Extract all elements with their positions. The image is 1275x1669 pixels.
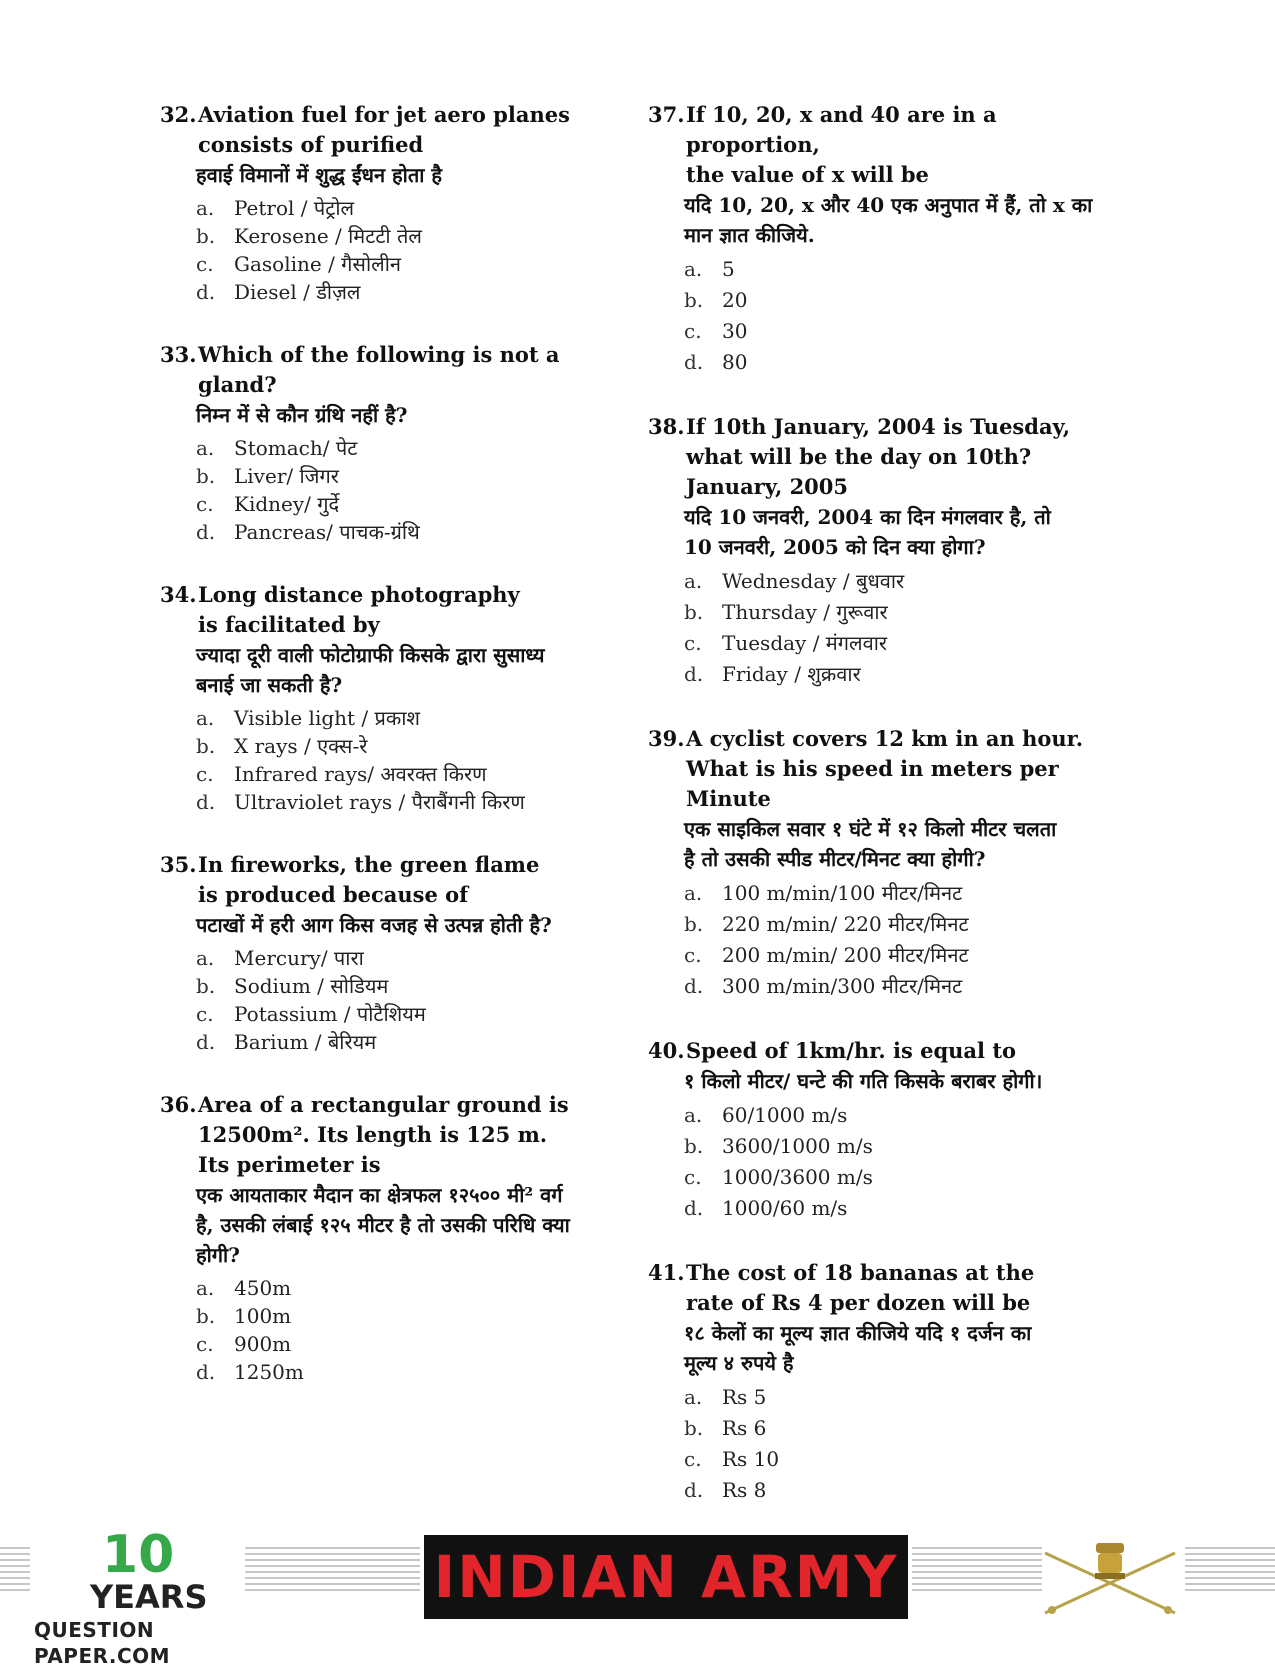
option-text: Rs 8 (722, 1478, 767, 1502)
option-item (196, 222, 630, 250)
option-letter: a. (196, 706, 215, 730)
option-item (196, 944, 630, 972)
option-text: 80 (722, 350, 748, 374)
question-hindi: १ किलो मीटर/ घन्टे की गति किसके बराबर होगी। (684, 1069, 1043, 1093)
option-text: Liver/ जिगर (234, 464, 339, 488)
option-letter: c. (684, 631, 702, 655)
option-item (684, 316, 1118, 347)
option-item (196, 972, 630, 1000)
option-letter: a. (684, 569, 703, 593)
left-column (160, 100, 630, 1420)
option-text: Sodium / सोडियम (234, 974, 389, 998)
question-34 (160, 580, 630, 816)
option-text: 1000/60 m/s (722, 1196, 848, 1220)
options-list (196, 194, 630, 306)
option-text: Pancreas/ पाचक-ग्रंथि (234, 520, 420, 544)
question-number: 37. (648, 102, 685, 127)
option-text: 300 m/min/300 मीटर/मिनट (722, 974, 963, 998)
option-letter: b. (684, 600, 704, 624)
option-item (196, 1028, 630, 1056)
option-item (684, 878, 1118, 909)
question-number: 32. (160, 102, 197, 127)
question-hindi: ज्यादा दूरी वाली फोटोग्राफी किसके द्वारा सुसाध्य बनाई जा सकती है? (196, 643, 545, 697)
option-item (196, 704, 630, 732)
right-column (648, 100, 1118, 1540)
question-number: 35. (160, 852, 197, 877)
option-item (196, 1330, 630, 1358)
option-item (684, 1193, 1118, 1224)
footer-stripes-right (1185, 1547, 1275, 1591)
option-text: Diesel / डीज़ल (234, 280, 361, 304)
option-text: 200 m/min/ 200 मीटर/मिनट (722, 943, 969, 967)
option-text: Mercury/ पारा (234, 946, 364, 970)
option-item (684, 628, 1118, 659)
option-text: Ultraviolet rays / पैराबैंगनी किरण (234, 790, 525, 814)
army-emblem-crossed-swords-icon (1040, 1535, 1180, 1625)
question-english (648, 724, 1118, 814)
option-item (684, 285, 1118, 316)
option-letter: c. (196, 1332, 214, 1356)
option-letter: b. (684, 1416, 704, 1440)
option-letter: c. (684, 1447, 702, 1471)
option-letter: b. (684, 912, 704, 936)
option-letter: b. (196, 974, 216, 998)
question-hindi: एक साइकिल सवार १ घंटे में १२ किलो मीटर चलता है तो उसकी स्पीड मीटर/मिनट क्या होगी? (684, 817, 1057, 871)
option-item (684, 971, 1118, 1002)
question-text: Long distance photography is facilitated by (198, 582, 520, 637)
option-text: Rs 6 (722, 1416, 767, 1440)
option-item (196, 1274, 630, 1302)
question-text: The cost of 18 bananas at the rate of Rs 4 per dozen will be (686, 1260, 1035, 1315)
question-hindi: १८ केलों का मूल्य ज्ञात कीजिये यदि १ दर्जन का मूल्य ४ रुपये है (684, 1321, 1032, 1375)
option-letter: c. (196, 762, 214, 786)
question-number: 33. (160, 342, 197, 367)
option-text: Visible light / प्रकाश (234, 706, 421, 730)
option-item (684, 566, 1118, 597)
option-letter: d. (196, 520, 216, 544)
question-text: If 10, 20, x and 40 are in a proportion, the value of x will be (686, 102, 997, 187)
option-item (684, 1382, 1118, 1413)
option-item (684, 1413, 1118, 1444)
option-item (196, 250, 630, 278)
question-32 (160, 100, 630, 306)
option-item (684, 1131, 1118, 1162)
option-item (196, 490, 630, 518)
footer-stripes-mid-left (245, 1547, 420, 1591)
options-list (684, 878, 1118, 1002)
indian-army-banner (424, 1535, 908, 1619)
question-number: 36. (160, 1092, 197, 1117)
banner-title: INDIAN ARMY (433, 1543, 899, 1611)
option-item (684, 1444, 1118, 1475)
option-item (196, 434, 630, 462)
options-list (684, 254, 1118, 378)
question-hindi: यदि 10 जनवरी, 2004 का दिन मंगलवार है, तो 10 जनवरी, 2005 को दिन क्या होगा? (684, 505, 1051, 559)
option-item (196, 278, 630, 306)
option-letter: a. (196, 436, 215, 460)
option-letter: c. (196, 492, 214, 516)
option-letter: d. (196, 280, 216, 304)
option-text: X rays / एक्स-रे (234, 734, 368, 758)
option-text: 100m (234, 1304, 292, 1328)
question-english (160, 100, 630, 160)
option-item (684, 909, 1118, 940)
option-text: Tuesday / मंगलवार (722, 631, 888, 655)
question-hindi: पटाखों में हरी आग किस वजह से उत्पन्न होती है? (196, 913, 552, 937)
option-item (196, 760, 630, 788)
option-letter: d. (684, 1478, 704, 1502)
option-text: 30 (722, 319, 748, 343)
question-text: Speed of 1km/hr. is equal to (686, 1038, 1017, 1063)
option-letter: b. (196, 464, 216, 488)
option-letter: c. (684, 943, 702, 967)
option-item (684, 659, 1118, 690)
option-text: 1000/3600 m/s (722, 1165, 873, 1189)
option-text: Wednesday / बुधवार (722, 569, 905, 593)
question-english (160, 1090, 630, 1180)
option-letter: a. (684, 257, 703, 281)
option-letter: a. (684, 881, 703, 905)
option-letter: d. (684, 974, 704, 998)
question-number: 41. (648, 1260, 685, 1285)
logo-number: 10 (102, 1525, 175, 1585)
option-item (196, 788, 630, 816)
question-english (160, 340, 630, 400)
question-hindi: निम्न में से कौन ग्रंथि नहीं है? (196, 403, 408, 427)
question-hindi: हवाई विमानों में शुद्ध ईंधन होता है (196, 163, 442, 187)
question-text: If 10th January, 2004 is Tuesday, what will be the day on 10th? January, 2005 (686, 414, 1071, 499)
option-item (684, 1100, 1118, 1131)
question-hindi: एक आयताकार मैदान का क्षेत्रफल १२५०० मी² वर्ग है, उसकी लंबाई १२५ मीटर है तो उसकी परिधि क्या होगी? (196, 1183, 570, 1267)
question-hindi: यदि 10, 20, x और 40 एक अनुपात में हैं, तो x का मान ज्ञात कीजिये. (684, 193, 1093, 247)
options-list (684, 1100, 1118, 1224)
option-text: 5 (722, 257, 735, 281)
option-letter: c. (684, 1165, 702, 1189)
question-english (648, 1036, 1118, 1066)
option-letter: d. (684, 1196, 704, 1220)
option-item (684, 254, 1118, 285)
option-text: Gasoline / गैसोलीन (234, 252, 401, 276)
option-letter: c. (196, 1002, 214, 1026)
option-item (196, 194, 630, 222)
option-item (196, 732, 630, 760)
options-list (684, 566, 1118, 690)
footer-stripes-mid-right (912, 1547, 1042, 1591)
option-text: 900m (234, 1332, 292, 1356)
option-item (196, 518, 630, 546)
question-text: A cyclist covers 12 km in an hour. What is his speed in meters per Minute (686, 726, 1084, 811)
option-text: 220 m/min/ 220 मीटर/मिनट (722, 912, 969, 936)
option-text: Friday / शुक्रवार (722, 662, 861, 686)
option-item (196, 1000, 630, 1028)
option-text: 1250m (234, 1360, 304, 1384)
ten-years-logo (30, 1525, 250, 1668)
option-text: 450m (234, 1276, 292, 1300)
question-35 (160, 850, 630, 1056)
option-text: Petrol / पेट्रोल (234, 196, 355, 220)
question-38 (648, 412, 1118, 690)
option-text: 100 m/min/100 मीटर/मिनट (722, 881, 963, 905)
option-item (196, 462, 630, 490)
option-text: 3600/1000 m/s (722, 1134, 873, 1158)
options-list (684, 1382, 1118, 1506)
options-list (196, 434, 630, 546)
option-item (684, 347, 1118, 378)
option-letter: a. (684, 1103, 703, 1127)
option-letter: d. (196, 1360, 216, 1384)
option-item (196, 1302, 630, 1330)
option-text: 60/1000 m/s (722, 1103, 848, 1127)
question-english (648, 100, 1118, 190)
options-list (196, 1274, 630, 1386)
page-footer (0, 1525, 1275, 1668)
option-text: Infrared rays/ अवरक्त किरण (234, 762, 487, 786)
option-letter: a. (196, 946, 215, 970)
option-item (196, 1358, 630, 1386)
option-letter: a. (684, 1385, 703, 1409)
option-text: Stomach/ पेट (234, 436, 358, 460)
logo-years: YEARS (90, 1578, 208, 1616)
question-40 (648, 1036, 1118, 1224)
option-letter: d. (196, 1030, 216, 1054)
option-letter: d. (196, 790, 216, 814)
footer-stripes-left (0, 1547, 30, 1591)
option-letter: c. (684, 319, 702, 343)
option-text: Kidney/ गुर्दे (234, 492, 340, 516)
question-number: 39. (648, 726, 685, 751)
question-english (160, 850, 630, 910)
option-item (684, 597, 1118, 628)
option-letter: d. (684, 350, 704, 374)
question-text: In fireworks, the green flame is produced because of (198, 852, 540, 907)
options-list (196, 704, 630, 816)
question-text: Area of a rectangular ground is 12500m². Its length is 125 m. Its perimeter is (198, 1092, 569, 1177)
option-letter: b. (196, 734, 216, 758)
option-letter: c. (196, 252, 214, 276)
option-text: Rs 10 (722, 1447, 780, 1471)
question-39 (648, 724, 1118, 1002)
question-41 (648, 1258, 1118, 1506)
option-item (684, 1475, 1118, 1506)
question-text: Which of the following is not a gland? (198, 342, 560, 397)
logo-site: QUESTION PAPER.COM (34, 1618, 171, 1668)
option-letter: b. (684, 288, 704, 312)
option-text: Thursday / गुरूवार (722, 600, 888, 624)
option-letter: b. (684, 1134, 704, 1158)
question-number: 38. (648, 414, 685, 439)
question-number: 40. (648, 1038, 685, 1063)
question-37 (648, 100, 1118, 378)
question-english (648, 412, 1118, 502)
option-text: Barium / बेरियम (234, 1030, 377, 1054)
options-list (196, 944, 630, 1056)
question-english (160, 580, 630, 640)
option-letter: b. (196, 224, 216, 248)
question-36 (160, 1090, 630, 1386)
option-letter: d. (684, 662, 704, 686)
question-33 (160, 340, 630, 546)
option-text: Potassium / पोटैशियम (234, 1002, 426, 1026)
option-item (684, 940, 1118, 971)
option-letter: a. (196, 1276, 215, 1300)
option-item (684, 1162, 1118, 1193)
option-text: 20 (722, 288, 748, 312)
option-letter: a. (196, 196, 215, 220)
option-text: Kerosene / मिटटी तेल (234, 224, 422, 248)
question-number: 34. (160, 582, 197, 607)
question-english (648, 1258, 1118, 1318)
option-text: Rs 5 (722, 1385, 767, 1409)
option-letter: b. (196, 1304, 216, 1328)
question-text: Aviation fuel for jet aero planes consists of purified (198, 102, 570, 157)
